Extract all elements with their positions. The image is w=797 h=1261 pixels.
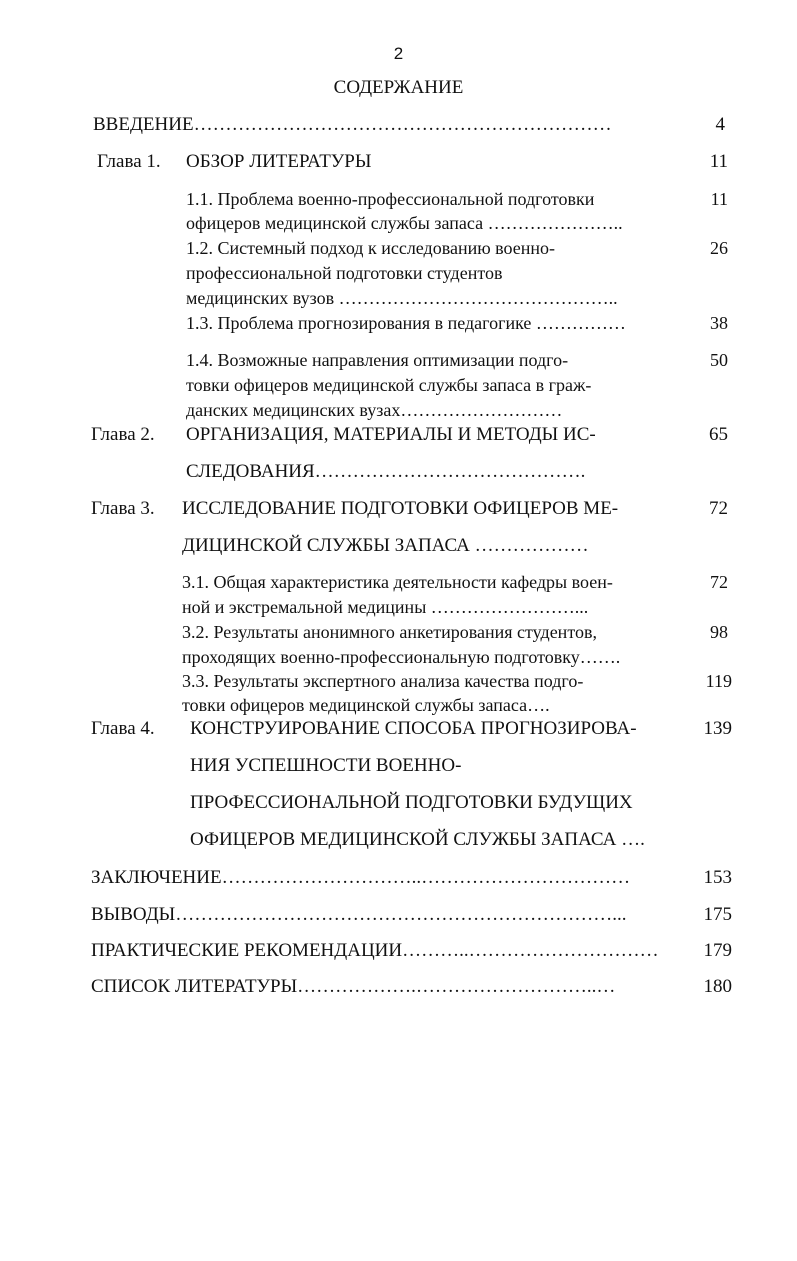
section-1-4-page: 50 xyxy=(710,350,728,370)
chapter-2-title-line-1[interactable]: ОРГАНИЗАЦИЯ, МАТЕРИАЛЫ И МЕТОДЫ ИС- xyxy=(186,424,596,445)
chapter-2-title-line-2[interactable]: СЛЕДОВАНИЯ……………………………………. xyxy=(186,461,586,482)
toc-title: СОДЕРЖАНИЕ xyxy=(333,77,464,98)
toc-recommendations-title[interactable]: ПРАКТИЧЕСКИЕ РЕКОМЕНДАЦИИ………..………………………… xyxy=(91,940,659,961)
chapter-4-title-line-4[interactable]: ОФИЦЕРОВ МЕДИЦИНСКОЙ СЛУЖБЫ ЗАПАСА …. xyxy=(190,829,645,850)
toc-intro-title[interactable]: ВВЕДЕНИЕ………………………………………………………… xyxy=(93,114,612,135)
section-1-1-line-1[interactable]: 1.1. Проблема военно-профессиональной подготовки xyxy=(186,189,595,209)
section-3-2-line-1[interactable]: 3.2. Результаты анонимного анкетирования студентов, xyxy=(182,622,597,642)
chapter-1-page: 11 xyxy=(709,151,728,172)
section-3-1-line-2[interactable]: ной и экстремальной медицины ……………………... xyxy=(182,597,589,617)
toc-conclusion-page: 153 xyxy=(703,867,732,888)
toc-intro-page: 4 xyxy=(715,114,725,135)
chapter-1-title[interactable]: ОБЗОР ЛИТЕРАТУРЫ xyxy=(186,151,372,172)
section-3-3-page: 119 xyxy=(705,671,732,691)
section-3-1-page: 72 xyxy=(710,572,728,592)
chapter-4-title-line-3[interactable]: ПРОФЕССИОНАЛЬНОЙ ПОДГОТОВКИ БУДУЩИХ xyxy=(190,792,633,813)
section-3-2-page: 98 xyxy=(710,622,728,642)
section-1-3-page: 38 xyxy=(710,313,728,333)
chapter-2-label: Глава 2. xyxy=(91,424,155,445)
page-number: 2 xyxy=(393,44,404,63)
toc-recommendations-page: 179 xyxy=(703,940,732,961)
section-1-2-line-2[interactable]: профессиональной подготовки студентов xyxy=(186,263,503,283)
section-1-4-line-2[interactable]: товки офицеров медицинской службы запаса в граж- xyxy=(186,375,592,395)
section-3-3-line-1[interactable]: 3.3. Результаты экспертного анализа качества подго- xyxy=(182,671,584,691)
chapter-3-title-line-2[interactable]: ДИЦИНСКОЙ СЛУЖБЫ ЗАПАСА ……………… xyxy=(182,535,589,556)
chapter-3-label: Глава 3. xyxy=(91,498,155,519)
chapter-4-page: 139 xyxy=(703,718,732,739)
chapter-4-label: Глава 4. xyxy=(91,718,155,739)
section-1-2-line-3[interactable]: медицинских вузов ……………………………………….. xyxy=(186,288,618,308)
section-1-4-line-1[interactable]: 1.4. Возможные направления оптимизации подго- xyxy=(186,350,569,370)
toc-findings-page: 175 xyxy=(703,904,732,925)
toc-findings-title[interactable]: ВЫВОДЫ……………………………………………………………... xyxy=(91,904,627,925)
section-1-1-page: 11 xyxy=(710,189,728,209)
toc-conclusion-title[interactable]: ЗАКЛЮЧЕНИЕ…………………………..…………………………… xyxy=(91,867,631,888)
section-3-2-line-2[interactable]: проходящих военно-профессиональную подготовку……. xyxy=(182,647,621,667)
chapter-3-title-line-1[interactable]: ИССЛЕДОВАНИЕ ПОДГОТОВКИ ОФИЦЕРОВ МЕ- xyxy=(182,498,619,519)
chapter-1-label: Глава 1. xyxy=(97,151,161,172)
chapter-4-title-line-2[interactable]: НИЯ УСПЕШНОСТИ ВОЕННО- xyxy=(190,755,462,776)
section-1-4-line-3[interactable]: данских медицинских вузах……………………… xyxy=(186,400,563,420)
section-1-3-line-1[interactable]: 1.3. Проблема прогнозирования в педагогике …………… xyxy=(186,313,626,333)
toc-references-page: 180 xyxy=(703,976,732,997)
chapter-2-page: 65 xyxy=(709,424,728,445)
chapter-4-title-line-1[interactable]: КОНСТРУИРОВАНИЕ СПОСОБА ПРОГНОЗИРОВА- xyxy=(190,718,637,739)
section-3-3-line-2[interactable]: товки офицеров медицинской службы запаса…. xyxy=(182,695,550,715)
section-1-2-page: 26 xyxy=(710,238,728,258)
section-3-1-line-1[interactable]: 3.1. Общая характеристика деятельности кафедры воен- xyxy=(182,572,613,592)
section-1-1-line-2[interactable]: офицеров медицинской службы запаса ………………….. xyxy=(186,213,623,233)
chapter-3-page: 72 xyxy=(709,498,728,519)
toc-references-title[interactable]: СПИСОК ЛИТЕРАТУРЫ……………….………………………..… xyxy=(91,976,616,997)
section-1-2-line-1[interactable]: 1.2. Системный подход к исследованию военно- xyxy=(186,238,556,258)
